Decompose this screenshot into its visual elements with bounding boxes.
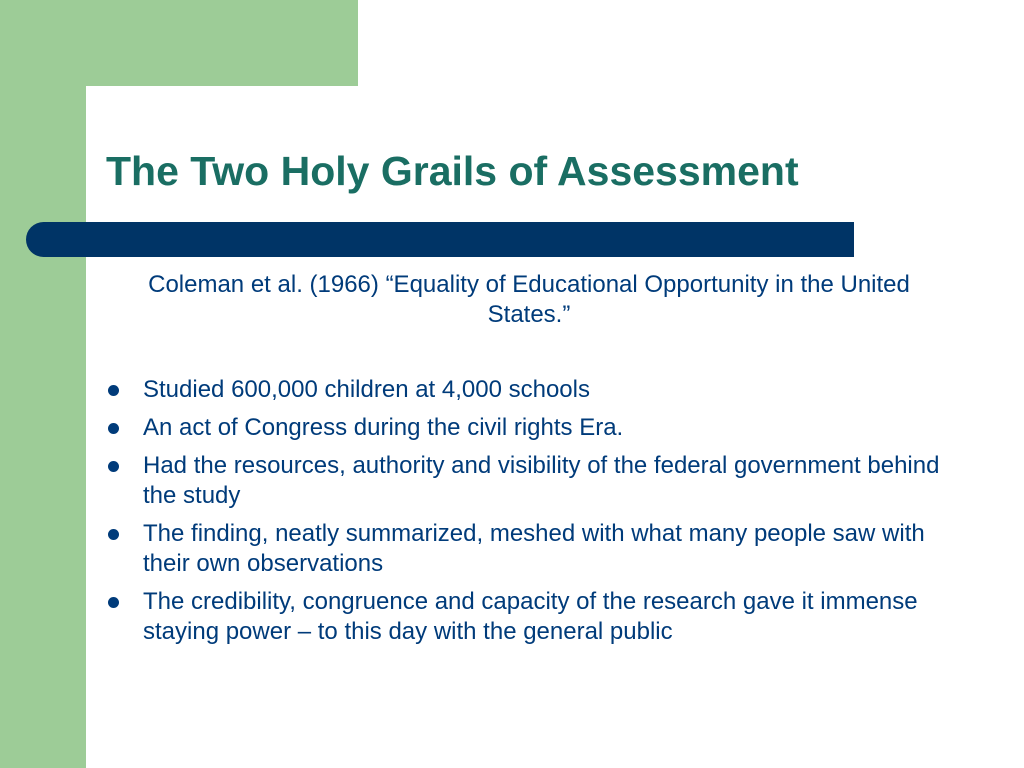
green-side-bar <box>0 0 86 768</box>
bullet-item <box>106 375 966 405</box>
rounded-corner <box>86 86 146 146</box>
bullet-text: Had the resources, authority and visibility of the federal government behind the study <box>143 452 940 509</box>
bullet-dot-icon <box>108 597 119 608</box>
bullet-dot-icon <box>108 461 119 472</box>
bullet-text: Studied 600,000 children at 4,000 schools <box>143 376 590 403</box>
bullet-text: The credibility, congruence and capacity of the research gave it immense staying power – to this day with the general public <box>143 588 918 645</box>
bullet-item <box>106 451 966 511</box>
bullet-text: The finding, neatly summarized, meshed with what many people saw with their own observations <box>143 520 925 577</box>
bullet-text: An act of Congress during the civil rights Era. <box>143 414 624 441</box>
bullet-list <box>106 375 966 655</box>
bullet-item <box>106 519 966 579</box>
bullet-item <box>106 413 966 443</box>
slide-title: The Two Holy Grails of Assessment <box>106 148 799 194</box>
slide-subtitle: Coleman et al. (1966) “Equality of Educational Opportunity in the United States.” <box>148 271 910 328</box>
bullet-dot-icon <box>108 423 119 434</box>
title-divider-bar <box>26 222 854 257</box>
bullet-item <box>106 587 966 647</box>
bullet-dot-icon <box>108 385 119 396</box>
green-top-block <box>0 0 358 86</box>
bullet-dot-icon <box>108 529 119 540</box>
